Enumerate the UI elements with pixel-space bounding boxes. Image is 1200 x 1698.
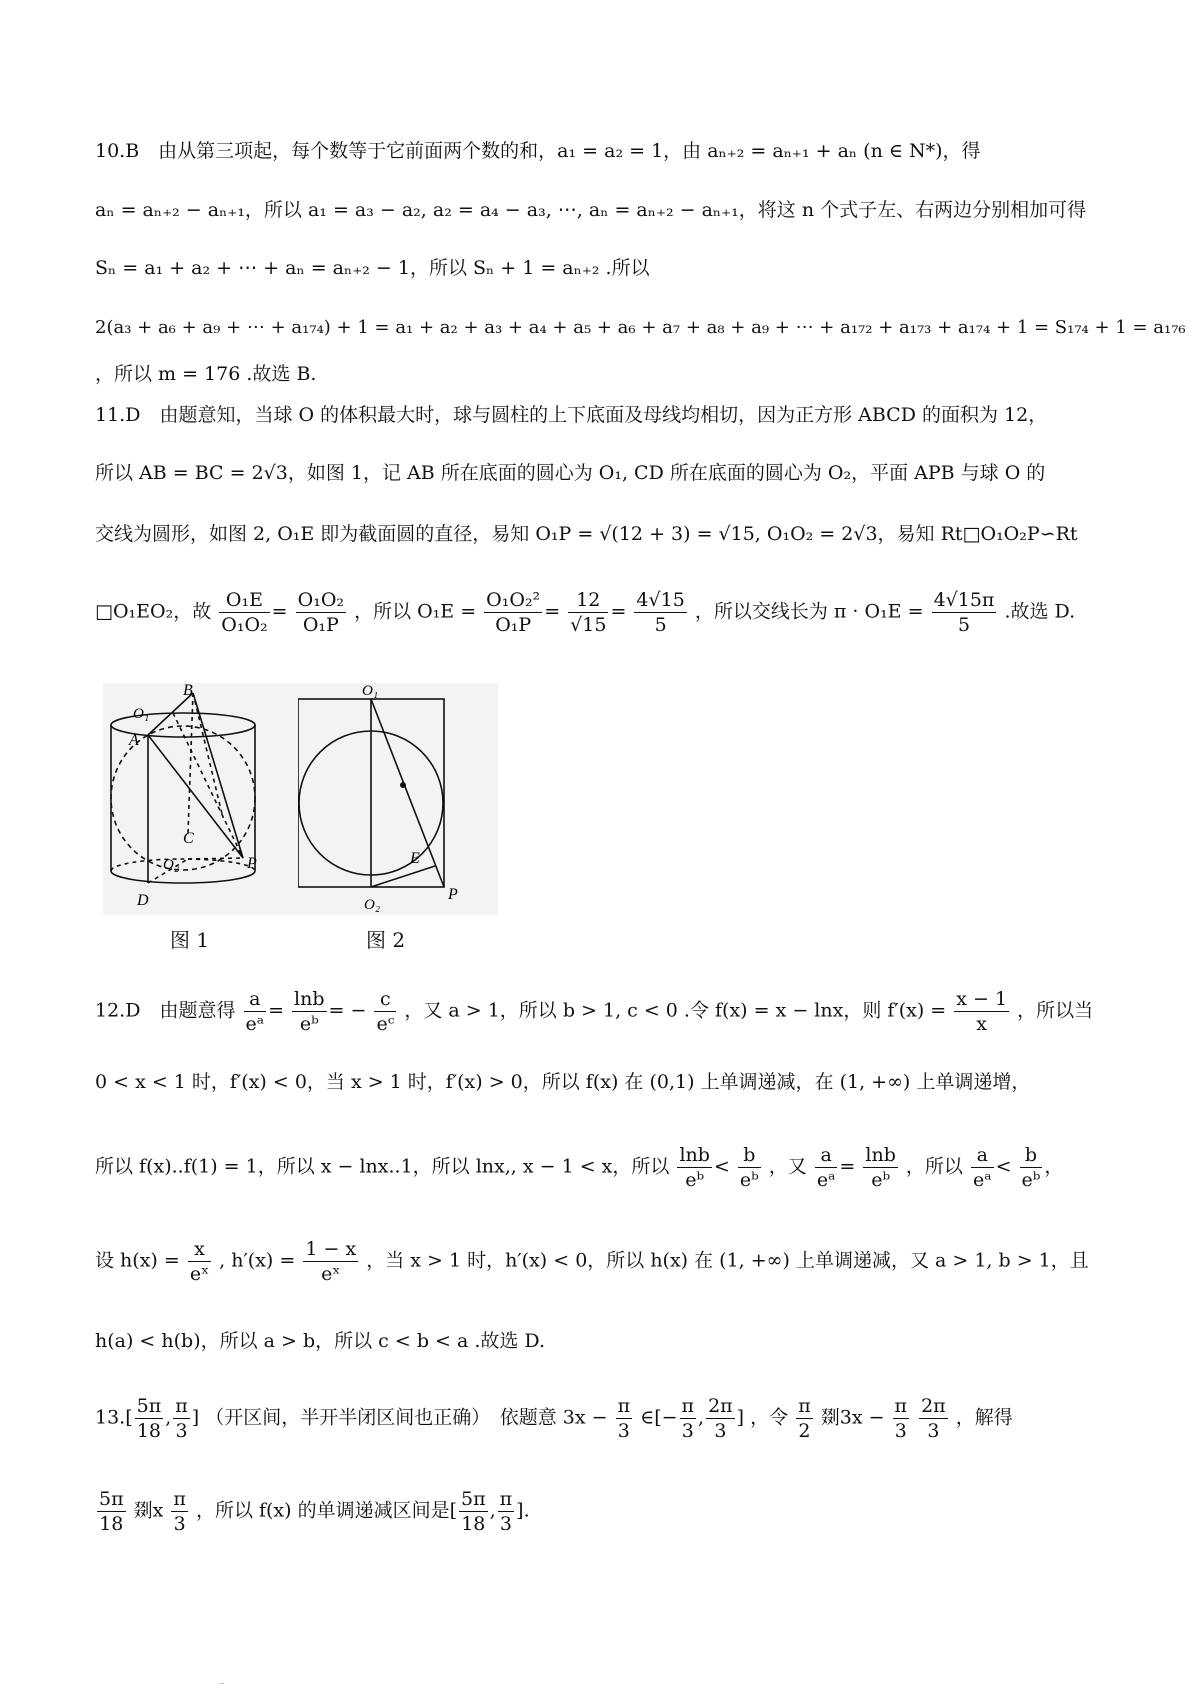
fig1-label-D: D — [137, 892, 149, 909]
denominator: eᵇ — [739, 1169, 759, 1191]
q12-l1a: 12.D 由题意得 — [95, 999, 236, 1022]
q11-l4b: ，所以 O₁E = — [354, 600, 477, 623]
denominator: eᵇ — [871, 1169, 891, 1191]
q12-line-1: 12.D 由题意得 $\frac{a}{\text{eᵃ}}$ = $\frac{\ln b}{\text{eᵇ}}$ = − $\frac{c}{\text{eᶜ}}$ ，又 a > 1，所以 b > 1, c < 0 .令 f(x) = x − lnx，则 f′(x) = $\frac{x - 1}{x}$ ，所以当 — [95, 988, 1094, 1035]
q10-line-1: 10.B 由从第三项起，每个数等于它前面两个数的和，a₁ = a₂ = 1，由 aₙ₊₂ = aₙ₊₁ + aₙ (n ∈ N*)，得 — [95, 140, 981, 162]
fraction — [815, 1143, 838, 1192]
numerator: lnb — [679, 1144, 710, 1166]
q12-l1b: ，又 a > 1，所以 b > 1, c < 0 .令 f(x) = x − lnx，则 f′(x) = — [404, 999, 947, 1022]
q12-l3b: ，又 — [768, 1155, 807, 1178]
denominator: 5 — [654, 614, 667, 636]
q12-line-4 — [95, 1237, 1175, 1286]
numerator: c — [374, 987, 396, 1012]
figure-panel — [103, 683, 498, 915]
q10-line-5: ，所以 m = 176 .故选 B. — [95, 363, 317, 385]
numerator: 4√15π — [933, 589, 995, 611]
q10-line-4: 2(a₃ + a₆ + a₉ + ⋯ + a₁₇₄) + 1 = a₁ + a₂ + a₃ + a₄ + a₅ + a₆ + a₇ + a₈ + a₉ + ⋯ + a₁₇₂ + a₁₇₃ + a₁₇₄ + 1 = S₁₇₄ + 1 = a₁₇₆ — [95, 317, 1186, 338]
q13-l2a: 剟x — [133, 1499, 164, 1522]
figure-2-caption: 图 2 — [366, 928, 406, 952]
denominator: eᵇ — [299, 1013, 319, 1035]
fraction: $\frac{\pi}{3}$ — [499, 1488, 513, 1535]
q11-l4d: .故选 D. — [1004, 600, 1076, 623]
fig2-label-P: P — [448, 886, 458, 903]
q10-line-3: Sₙ = a₁ + a₂ + ⋯ + aₙ = aₙ₊₂ − 1，所以 Sₙ + 1 = aₙ₊₂ .所以 — [95, 257, 650, 279]
denominator: √15 — [570, 614, 607, 636]
fig2-label-O1: O₁ — [362, 683, 379, 699]
numerator: O₁E — [219, 588, 269, 613]
q12-line-5: h(a) < h(b)，所以 a > b，所以 c < b < a .故选 D. — [95, 1330, 546, 1352]
figure-1-cylinder — [103, 683, 283, 915]
q12-l3a: 所以 f(x)..f(1) = 1，所以 x − lnx..1，所以 lnx,, x − 1 < x，所以 — [95, 1155, 670, 1178]
denominator: eᵃ — [816, 1169, 836, 1191]
q11-l4a: □O₁EO₂，故 — [95, 600, 212, 623]
q12-l4b: , h′(x) = — [219, 1249, 296, 1272]
q13-l1c: ∈ — [640, 1406, 655, 1429]
denominator: O₁O₂ — [221, 614, 268, 636]
denominator: 5 — [957, 614, 971, 636]
fraction — [677, 1143, 711, 1192]
q12-l3c: ，所以 — [905, 1155, 963, 1178]
q11-line-2: 所以 AB = BC = 2√3，如图 1，记 AB 所在底面的圆心为 O₁, CD 所在底面的圆心为 O₂，平面 APB 与球 O 的 — [95, 462, 1046, 484]
sphere-center-dot — [400, 782, 406, 788]
q12-line-2: 0 < x < 1 时，f′(x) < 0，当 x > 1 时，f′(x) > 0，所以 f(x) 在 (0,1) 上单调递减，在 (1, +∞) 上单调递增， — [95, 1071, 1031, 1093]
fraction — [954, 987, 1009, 1036]
fraction — [863, 1143, 897, 1192]
fraction: $\frac{\pi}{2}$ — [798, 1395, 811, 1442]
q12-l4c: ，当 x > 1 时，h′(x) < 0，所以 h(x) 在 (1, +∞) 上单调递减，又 a > 1, b > 1，且 — [366, 1249, 1089, 1272]
fig1-label-A: A — [129, 732, 139, 749]
denominator: eᵇ — [685, 1169, 705, 1191]
q13-l1e: 剟3x − — [820, 1406, 885, 1429]
q10-line-2: aₙ = aₙ₊₂ − aₙ₊₁，所以 a₁ = a₃ − a₂, a₂ = a₄ − a₃, ⋯, aₙ = aₙ₊₂ − aₙ₊₁，将这 n 个式子左、右两边分别相加可得 — [95, 199, 1087, 221]
fig1-label-C: C — [183, 830, 194, 847]
numerator: lnb — [294, 988, 325, 1010]
numerator: 12 — [568, 588, 608, 613]
q13-l1b: （开区间，半开半闭区间也正确） 依题意 3x − — [205, 1406, 608, 1429]
fraction: $\frac{x}{\text{eˣ}}$ — [189, 1238, 210, 1285]
fraction: $\frac{5\pi}{18}$ — [136, 1395, 162, 1442]
fraction: $\frac{5\pi}{18}$ — [461, 1488, 486, 1535]
fig2-label-O2: O₂ — [364, 897, 381, 913]
q12-l4a: 设 h(x) = — [95, 1249, 180, 1272]
fraction — [932, 588, 997, 637]
fig2-label-E: E — [410, 850, 420, 867]
q12-line-3: 所以 f(x)..f(1) = 1，所以 x − lnx..1，所以 lnx,, x − 1 < x，所以 $\frac{\ln b}{\text{eᵇ}}$ < $\frac{b}{\text{eᵇ}}$ ，又 $\frac{a}{\text{eᵃ}}$ = $\frac{\ln b}{\text{eᵇ}}$ ，所以 $\frac{a}{\text{eᵃ}}$ < $\frac{b}{\text{eᵇ}}$ ， — [95, 1144, 1064, 1191]
numerator: a — [244, 987, 267, 1012]
denominator: O₁P — [495, 614, 532, 636]
fraction — [971, 1143, 994, 1192]
figure-2-cross-section — [298, 683, 498, 915]
q13-line-2: $\frac{5\pi}{18}$ 剟x $\frac{\pi}{3}$ ，所以 f(x) 的单调递减区间是[ $\frac{5\pi}{18}$ , $\frac{\pi}{3}$ ]. — [99, 1488, 530, 1535]
q11-line-3: 交线为圆形，如图 2, O₁E 即为截面圆的直径，易知 O₁P = √(12 + 3) = √15, O₁O₂ = 2√3，易知 Rt□O₁O₂P∽Rt — [95, 523, 1078, 545]
q12-l1c: ，所以当 — [1017, 999, 1094, 1022]
fraction: $\frac{1 - x}{\text{eˣ}}$ — [305, 1238, 357, 1285]
denominator: eᵃ — [245, 1013, 265, 1035]
fraction: $\frac{2\pi}{3}$ — [708, 1395, 733, 1442]
fraction — [634, 588, 686, 637]
fraction: $\frac{\pi}{3}$ — [894, 1395, 908, 1442]
denominator: eᵃ — [972, 1169, 992, 1191]
fraction — [292, 987, 326, 1036]
fraction: $\frac{\pi}{3}$ — [617, 1395, 631, 1442]
footer-mark — [220, 1683, 224, 1684]
fraction: $\frac{2\pi}{3}$ — [921, 1395, 946, 1442]
denominator: eᶜ — [376, 1013, 395, 1035]
q11-line-4: □O₁EO₂，故 $\frac{\text{O₁E}}{\text{O₁O₂}}$ = $\frac{\text{O₁O₂}}{\text{O₁P}}$ ，所以 O₁E = $\frac{\text{O₁O₂²}}{\text{O₁P}}$ = $\frac{12}{√15}$ = $\frac{4√15}{5}$ ，所以交线长为 π · O₁E = $\frac{4√15\pi}{5}$ .故选 D. — [95, 589, 1076, 636]
q13-line-1: 13.[ $\frac{5\pi}{18}$ , $\frac{\pi}{3}$ ] （开区间，半开半闭区间也正确） 依题意 3x − $\frac{\pi}{3}$ ∈[− $\frac{\pi}{3}$ , $\frac{2\pi}{3}$ ] ，令 $\frac{\pi}{2}$ 剟3x − $\frac{\pi}{3}$ $\frac{2\pi}{3}$ ，解得 — [95, 1395, 1013, 1442]
fig1-label-B: B — [183, 683, 193, 699]
fraction — [219, 588, 269, 637]
denominator: O₁P — [302, 614, 339, 636]
numerator: a — [815, 1143, 838, 1168]
numerator: lnb — [865, 1144, 896, 1166]
q13-l2b: ，所以 f(x) 的单调递减区间是 — [195, 1499, 450, 1522]
fraction — [484, 588, 542, 637]
fig1-label-O2: O₂ — [163, 857, 180, 873]
q11-line-1: 11.D 由题意知，当球 O 的体积最大时，球与圆柱的上下底面及母线均相切，因为正方形 ABCD 的面积为 12， — [95, 404, 1048, 426]
denominator: eᵇ — [1021, 1169, 1041, 1191]
fraction: $\frac{5\pi}{18}$ — [99, 1488, 124, 1535]
denominator: x — [976, 1013, 988, 1035]
fraction: $\frac{\pi}{3}$ — [681, 1395, 695, 1442]
fig1-label-P: P — [247, 855, 257, 872]
q13-l1f: ，解得 — [955, 1406, 1013, 1429]
numerator: O₁O₂ — [297, 589, 345, 611]
figure-1-caption: 图 1 — [170, 928, 210, 952]
numerator: 4√15 — [636, 589, 685, 611]
q13-l2c: . — [523, 1499, 530, 1522]
q13-l1a: 13. — [95, 1406, 126, 1429]
fig1-label-O1: O₁ — [133, 706, 150, 722]
numerator: O₁O₂² — [486, 589, 541, 611]
fraction: $\frac{b}{\text{eᵇ}}$ — [739, 1144, 759, 1191]
fraction — [374, 987, 396, 1036]
fraction: $\frac{\pi}{3}$ — [173, 1488, 186, 1535]
fraction — [568, 588, 608, 637]
numerator: x − 1 — [956, 988, 1008, 1010]
fraction: $\frac{b}{\text{eᵇ}}$ — [1021, 1144, 1041, 1191]
fraction: $\frac{\pi}{3}$ — [175, 1395, 188, 1442]
q11-l4c: ，所以交线长为 π · O₁E = — [694, 600, 924, 623]
q13-l1d: ，令 — [750, 1406, 789, 1429]
numerator: a — [971, 1143, 994, 1168]
fraction — [244, 987, 267, 1036]
fraction — [296, 588, 346, 637]
